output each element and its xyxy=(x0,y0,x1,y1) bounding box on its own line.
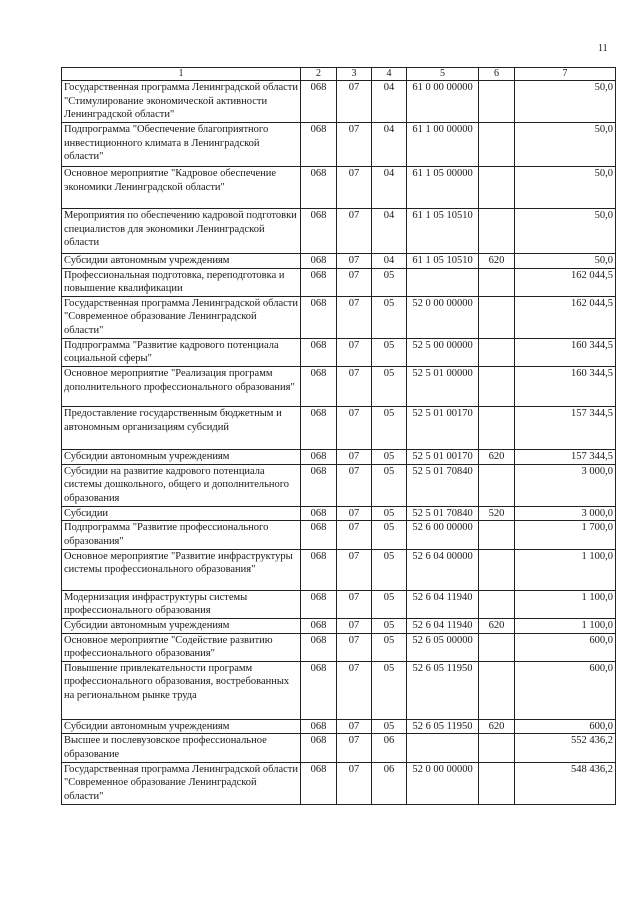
target-article-code: 61 1 05 10510 xyxy=(407,208,479,253)
ministry-code: 068 xyxy=(301,296,337,338)
expense-type-code xyxy=(479,661,515,719)
section-code: 07 xyxy=(337,208,372,253)
table-row xyxy=(62,296,616,338)
target-article-code: 61 1 05 00000 xyxy=(407,166,479,208)
row-name: Субсидии автономным учреждениям xyxy=(62,253,301,268)
section-code: 07 xyxy=(337,338,372,366)
subsection-code: 05 xyxy=(372,268,407,296)
section-code: 07 xyxy=(337,464,372,506)
section-code: 07 xyxy=(337,253,372,268)
table-row xyxy=(62,81,616,123)
target-article-code: 52 5 01 70840 xyxy=(407,506,479,521)
table-row xyxy=(62,734,616,762)
amount: 160 344,5 xyxy=(515,338,616,366)
row-name: Государственная программа Ленинградской области "Стимулирование экономической активности Ленинградской области" xyxy=(62,81,301,123)
row-name: Подпрограмма "Обеспечение благоприятного инвестиционного климата в Ленинградской области" xyxy=(62,122,301,166)
amount: 600,0 xyxy=(515,633,616,661)
target-article-code: 52 5 01 00000 xyxy=(407,367,479,407)
amount: 50,0 xyxy=(515,253,616,268)
table-row xyxy=(62,521,616,549)
subsection-code: 05 xyxy=(372,407,407,450)
target-article-code: 52 0 00 00000 xyxy=(407,762,479,804)
target-article-code: 52 6 05 11950 xyxy=(407,661,479,719)
subsection-code: 05 xyxy=(372,367,407,407)
table-row xyxy=(62,618,616,633)
subsection-code: 04 xyxy=(372,253,407,268)
table-body xyxy=(62,81,616,805)
expense-type-code xyxy=(479,81,515,123)
column-header: 3 xyxy=(337,68,372,81)
expense-type-code: 620 xyxy=(479,618,515,633)
target-article-code: 61 1 00 00000 xyxy=(407,122,479,166)
subsection-code: 04 xyxy=(372,81,407,123)
column-header: 7 xyxy=(515,68,616,81)
row-name: Профессиональная подготовка, переподготовка и повышение квалификации xyxy=(62,268,301,296)
amount: 548 436,2 xyxy=(515,762,616,804)
expense-type-code xyxy=(479,296,515,338)
subsection-code: 05 xyxy=(372,618,407,633)
table-row xyxy=(62,719,616,734)
ministry-code: 068 xyxy=(301,367,337,407)
table-row xyxy=(62,367,616,407)
section-code: 07 xyxy=(337,521,372,549)
amount: 157 344,5 xyxy=(515,450,616,465)
target-article-code: 61 0 00 00000 xyxy=(407,81,479,123)
column-header: 1 xyxy=(62,68,301,81)
row-name: Основное мероприятие "Реализация программ дополнительного профессионального образования" xyxy=(62,367,301,407)
expense-type-code xyxy=(479,122,515,166)
section-code: 07 xyxy=(337,762,372,804)
target-article-code: 52 6 04 11940 xyxy=(407,590,479,618)
expense-type-code xyxy=(479,762,515,804)
column-header: 6 xyxy=(479,68,515,81)
section-code: 07 xyxy=(337,166,372,208)
table-row xyxy=(62,549,616,590)
row-name: Субсидии на развитие кадрового потенциала системы дошкольного, общего и дополнительного образования xyxy=(62,464,301,506)
ministry-code: 068 xyxy=(301,208,337,253)
expense-type-code xyxy=(479,464,515,506)
ministry-code: 068 xyxy=(301,521,337,549)
table-row xyxy=(62,450,616,465)
subsection-code: 05 xyxy=(372,296,407,338)
expense-type-code xyxy=(479,590,515,618)
row-name: Основное мероприятие "Развитие инфраструктуры системы профессионального образования" xyxy=(62,549,301,590)
subsection-code: 05 xyxy=(372,549,407,590)
row-name: Государственная программа Ленинградской области "Современное образование Ленинградской области" xyxy=(62,762,301,804)
table-row xyxy=(62,407,616,450)
section-code: 07 xyxy=(337,367,372,407)
ministry-code: 068 xyxy=(301,734,337,762)
row-name: Государственная программа Ленинградской области "Современное образование Ленинградской области" xyxy=(62,296,301,338)
expense-type-code: 620 xyxy=(479,450,515,465)
table-row xyxy=(62,762,616,804)
amount: 50,0 xyxy=(515,122,616,166)
target-article-code: 52 0 00 00000 xyxy=(407,296,479,338)
subsection-code: 04 xyxy=(372,166,407,208)
section-code: 07 xyxy=(337,549,372,590)
amount: 50,0 xyxy=(515,81,616,123)
section-code: 07 xyxy=(337,122,372,166)
row-name: Субсидии автономным учреждениям xyxy=(62,450,301,465)
subsection-code: 05 xyxy=(372,450,407,465)
row-name: Предоставление государственным бюджетным и автономным организациям субсидий xyxy=(62,407,301,450)
target-article-code: 52 5 00 00000 xyxy=(407,338,479,366)
row-name: Подпрограмма "Развитие профессионального образования" xyxy=(62,521,301,549)
subsection-code: 05 xyxy=(372,338,407,366)
expense-type-code xyxy=(479,208,515,253)
section-code: 07 xyxy=(337,81,372,123)
amount: 552 436,2 xyxy=(515,734,616,762)
amount: 160 344,5 xyxy=(515,367,616,407)
table-row xyxy=(62,633,616,661)
amount: 600,0 xyxy=(515,661,616,719)
ministry-code: 068 xyxy=(301,268,337,296)
ministry-code: 068 xyxy=(301,166,337,208)
table-row xyxy=(62,122,616,166)
table-row xyxy=(62,590,616,618)
table-row xyxy=(62,338,616,366)
target-article-code: 52 5 01 00170 xyxy=(407,450,479,465)
ministry-code: 068 xyxy=(301,719,337,734)
target-article-code: 61 1 05 10510 xyxy=(407,253,479,268)
expense-type-code xyxy=(479,734,515,762)
table-row xyxy=(62,268,616,296)
row-name: Основное мероприятие "Содействие развитию профессионального образования" xyxy=(62,633,301,661)
target-article-code xyxy=(407,268,479,296)
table-row xyxy=(62,166,616,208)
expense-type-code xyxy=(479,521,515,549)
subsection-code: 05 xyxy=(372,719,407,734)
ministry-code: 068 xyxy=(301,81,337,123)
column-header: 5 xyxy=(407,68,479,81)
ministry-code: 068 xyxy=(301,122,337,166)
subsection-code: 06 xyxy=(372,734,407,762)
row-name: Высшее и послевузовское профессиональное образование xyxy=(62,734,301,762)
section-code: 07 xyxy=(337,407,372,450)
subsection-code: 05 xyxy=(372,661,407,719)
table-header-row xyxy=(62,68,616,81)
section-code: 07 xyxy=(337,633,372,661)
ministry-code: 068 xyxy=(301,338,337,366)
row-name: Субсидии автономным учреждениям xyxy=(62,719,301,734)
ministry-code: 068 xyxy=(301,590,337,618)
expense-type-code xyxy=(479,633,515,661)
row-name: Подпрограмма "Развитие кадрового потенциала социальной сферы" xyxy=(62,338,301,366)
subsection-code: 04 xyxy=(372,208,407,253)
ministry-code: 068 xyxy=(301,633,337,661)
expense-type-code: 620 xyxy=(479,253,515,268)
table-row xyxy=(62,464,616,506)
target-article-code: 52 6 04 00000 xyxy=(407,549,479,590)
amount: 157 344,5 xyxy=(515,407,616,450)
expense-type-code xyxy=(479,549,515,590)
ministry-code: 068 xyxy=(301,464,337,506)
page-number: 11 xyxy=(598,43,608,54)
expense-type-code xyxy=(479,367,515,407)
amount: 1 700,0 xyxy=(515,521,616,549)
section-code: 07 xyxy=(337,590,372,618)
target-article-code: 52 6 05 11950 xyxy=(407,719,479,734)
amount: 1 100,0 xyxy=(515,549,616,590)
amount: 50,0 xyxy=(515,208,616,253)
expense-type-code xyxy=(479,407,515,450)
row-name: Повышение привлекательности программ профессионального образования, востребованных на региональном рынке труда xyxy=(62,661,301,719)
target-article-code xyxy=(407,734,479,762)
column-header: 4 xyxy=(372,68,407,81)
ministry-code: 068 xyxy=(301,762,337,804)
amount: 3 000,0 xyxy=(515,464,616,506)
table-row xyxy=(62,661,616,719)
table-row xyxy=(62,506,616,521)
ministry-code: 068 xyxy=(301,549,337,590)
expense-type-code xyxy=(479,166,515,208)
target-article-code: 52 6 00 00000 xyxy=(407,521,479,549)
amount: 162 044,5 xyxy=(515,268,616,296)
target-article-code: 52 6 04 11940 xyxy=(407,618,479,633)
section-code: 07 xyxy=(337,661,372,719)
expense-type-code: 520 xyxy=(479,506,515,521)
target-article-code: 52 5 01 70840 xyxy=(407,464,479,506)
budget-table xyxy=(61,67,616,805)
column-header: 2 xyxy=(301,68,337,81)
table-row xyxy=(62,208,616,253)
ministry-code: 068 xyxy=(301,450,337,465)
subsection-code: 04 xyxy=(372,122,407,166)
section-code: 07 xyxy=(337,506,372,521)
row-name: Мероприятия по обеспечению кадровой подготовки специалистов для экономики Ленинградской области xyxy=(62,208,301,253)
ministry-code: 068 xyxy=(301,407,337,450)
ministry-code: 068 xyxy=(301,661,337,719)
ministry-code: 068 xyxy=(301,253,337,268)
section-code: 07 xyxy=(337,450,372,465)
ministry-code: 068 xyxy=(301,506,337,521)
amount: 600,0 xyxy=(515,719,616,734)
expense-type-code xyxy=(479,268,515,296)
amount: 1 100,0 xyxy=(515,618,616,633)
subsection-code: 05 xyxy=(372,633,407,661)
row-name: Субсидии xyxy=(62,506,301,521)
table-row xyxy=(62,253,616,268)
row-name: Модернизация инфраструктуры системы профессионального образования xyxy=(62,590,301,618)
target-article-code: 52 6 05 00000 xyxy=(407,633,479,661)
row-name: Субсидии автономным учреждениям xyxy=(62,618,301,633)
expense-type-code xyxy=(479,338,515,366)
section-code: 07 xyxy=(337,268,372,296)
section-code: 07 xyxy=(337,296,372,338)
subsection-code: 05 xyxy=(372,521,407,549)
amount: 3 000,0 xyxy=(515,506,616,521)
subsection-code: 05 xyxy=(372,590,407,618)
section-code: 07 xyxy=(337,734,372,762)
ministry-code: 068 xyxy=(301,618,337,633)
amount: 1 100,0 xyxy=(515,590,616,618)
section-code: 07 xyxy=(337,618,372,633)
subsection-code: 06 xyxy=(372,762,407,804)
amount: 50,0 xyxy=(515,166,616,208)
expense-type-code: 620 xyxy=(479,719,515,734)
subsection-code: 05 xyxy=(372,506,407,521)
row-name: Основное мероприятие "Кадровое обеспечение экономики Ленинградской области" xyxy=(62,166,301,208)
subsection-code: 05 xyxy=(372,464,407,506)
amount: 162 044,5 xyxy=(515,296,616,338)
target-article-code: 52 5 01 00170 xyxy=(407,407,479,450)
section-code: 07 xyxy=(337,719,372,734)
